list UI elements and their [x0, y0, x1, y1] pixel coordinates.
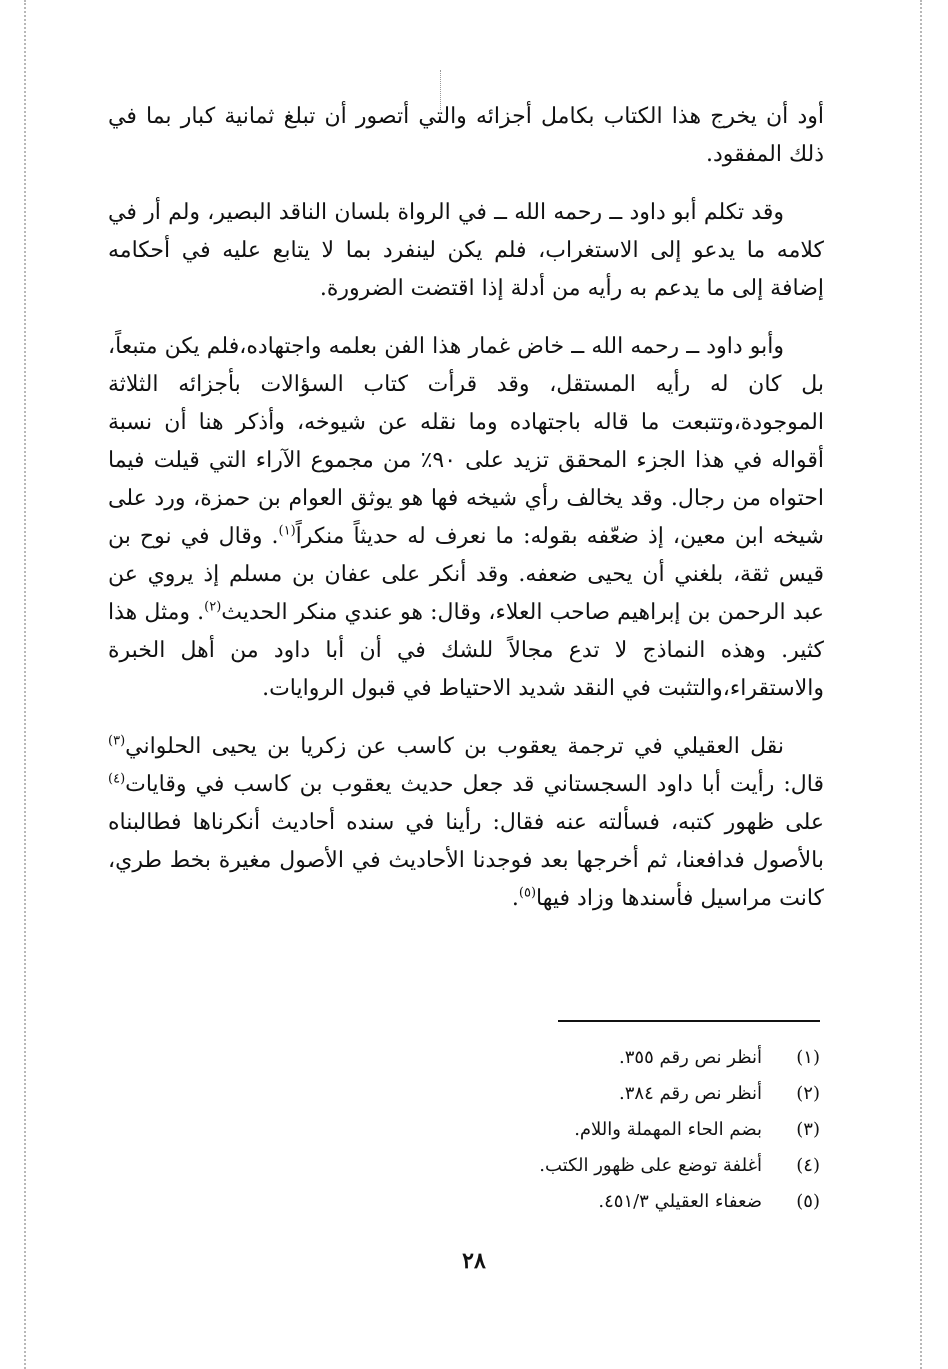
- body-text: [108, 98, 824, 938]
- footnote-ref-5[interactable]: (٥): [518, 885, 537, 901]
- scan-edge-left: [24, 0, 26, 1369]
- footnotes-list: [300, 1040, 820, 1220]
- paragraph-3-part-a: وأبو داود ــ رحمه الله ــ خاض غمار هذا الفن بعلمه واجتهاده،فلم يكن متبعاً، بل كان له رأيه المستقل، وقد قرأت كتاب السؤالات بأجزائه الثلاثة الموجودة،وتتبعت ما قاله باجتهاده وما نقله عن شيوخه، وأذكر هنا أن نسبة أقواله في هذا الجزء المحقق تزيد على ٩٠٪ من مجموع الآراء التي قيلت فيما احتواه من رجال. وقد يخالف رأي شيخه فها هو يوثق العوام بن حمزة، ورد على شيخه ابن معين، إذ ضعّفه بقوله: ما نعرف له حديثاً منكراً: [108, 334, 824, 549]
- footnote-item: [300, 1148, 820, 1184]
- scan-edge-right: [920, 0, 922, 1369]
- footnote-number: (٥): [796, 1191, 820, 1212]
- paragraph-4: [108, 728, 824, 918]
- footnote-ref-2[interactable]: (٢): [204, 599, 222, 615]
- footnote-number: (١): [796, 1047, 820, 1068]
- footnote-item: [300, 1112, 820, 1148]
- paragraph-4-part-d: .: [511, 886, 519, 911]
- footnote-item: [300, 1076, 820, 1112]
- paragraph-1: أود أن يخرج هذا الكتاب بكامل أجزائه والتي أتصور أن تبلغ ثمانية كبار بما في ذلك المفقود.: [108, 104, 824, 167]
- footnote-item: [300, 1184, 820, 1220]
- footnote-text: أنظر نص رقم ٣٨٤.: [619, 1083, 762, 1104]
- paragraph-4-part-b: قال: رأيت أبا داود السجستاني قد جعل حديث يعقوب بن كاسب في وقايات: [125, 772, 824, 797]
- paragraph-3-part-c: . ومثل هذا كثير. وهذه النماذج لا تدع مجالاً للشك في أن أبا داود من أهل الخبرة والاستقراء،والتثبت في النقد شديد الاحتياط في قبول الروايات.: [108, 600, 824, 701]
- footnote-ref-1[interactable]: (١): [278, 523, 296, 539]
- footnote-ref-3[interactable]: (٣): [108, 733, 126, 749]
- footnote-number: (٣): [796, 1119, 820, 1140]
- footnote-divider: [558, 1020, 820, 1022]
- paragraph-4-part-a: نقل العقيلي في ترجمة يعقوب بن كاسب عن زكريا بن يحيى الحلواني: [125, 734, 784, 759]
- page-number: ٢٨: [462, 1248, 486, 1274]
- paragraph-3-part-b: . وقال في نوح بن قيس ثقة، بلغني أن يحيى ضعفه. وقد أنكر على عفان بن مسلم إذ يروي عن عبد الرحمن بن إبراهيم صاحب العلاء، وقال: هو عندي منكر الحديث: [108, 524, 824, 625]
- paragraph-2: وقد تكلم أبو داود ــ رحمه الله ــ في الرواة بلسان الناقد البصير، ولم أر في كلامه ما يدعو إلى الاستغراب، فلم يكن لينفرد بما لا يتابع عليه في أحكامه إضافة إلى ما يدعم به رأيه من أدلة إذا اقتضت الضرورة.: [108, 200, 824, 301]
- footnote-text: ضعفاء العقيلي ٤٥١/٣.: [598, 1191, 762, 1212]
- footnote-text: أنظر نص رقم ٣٥٥.: [619, 1047, 762, 1068]
- footnote-text: بضم الحاء المهملة واللام.: [574, 1119, 762, 1140]
- footnote-item: [300, 1040, 820, 1076]
- footnote-ref-4[interactable]: (٤): [108, 771, 126, 787]
- footnote-number: (٢): [796, 1083, 820, 1104]
- paragraph-3: [108, 328, 824, 708]
- paragraph-4-part-c: على ظهور كتبه، فسألته عنه فقال: رأينا في سنده أحاديث أنكرناها فطالبناه بالأصول فدافعنا، ثم أخرجها بعد فوجدنا الأحاديث في الأصول مغيرة بخط طري، كانت مراسيل فأسندها وزاد فيها: [108, 810, 824, 911]
- footnote-text: أغلفة توضع على ظهور الكتب.: [539, 1155, 762, 1176]
- footnote-number: (٤): [796, 1155, 820, 1176]
